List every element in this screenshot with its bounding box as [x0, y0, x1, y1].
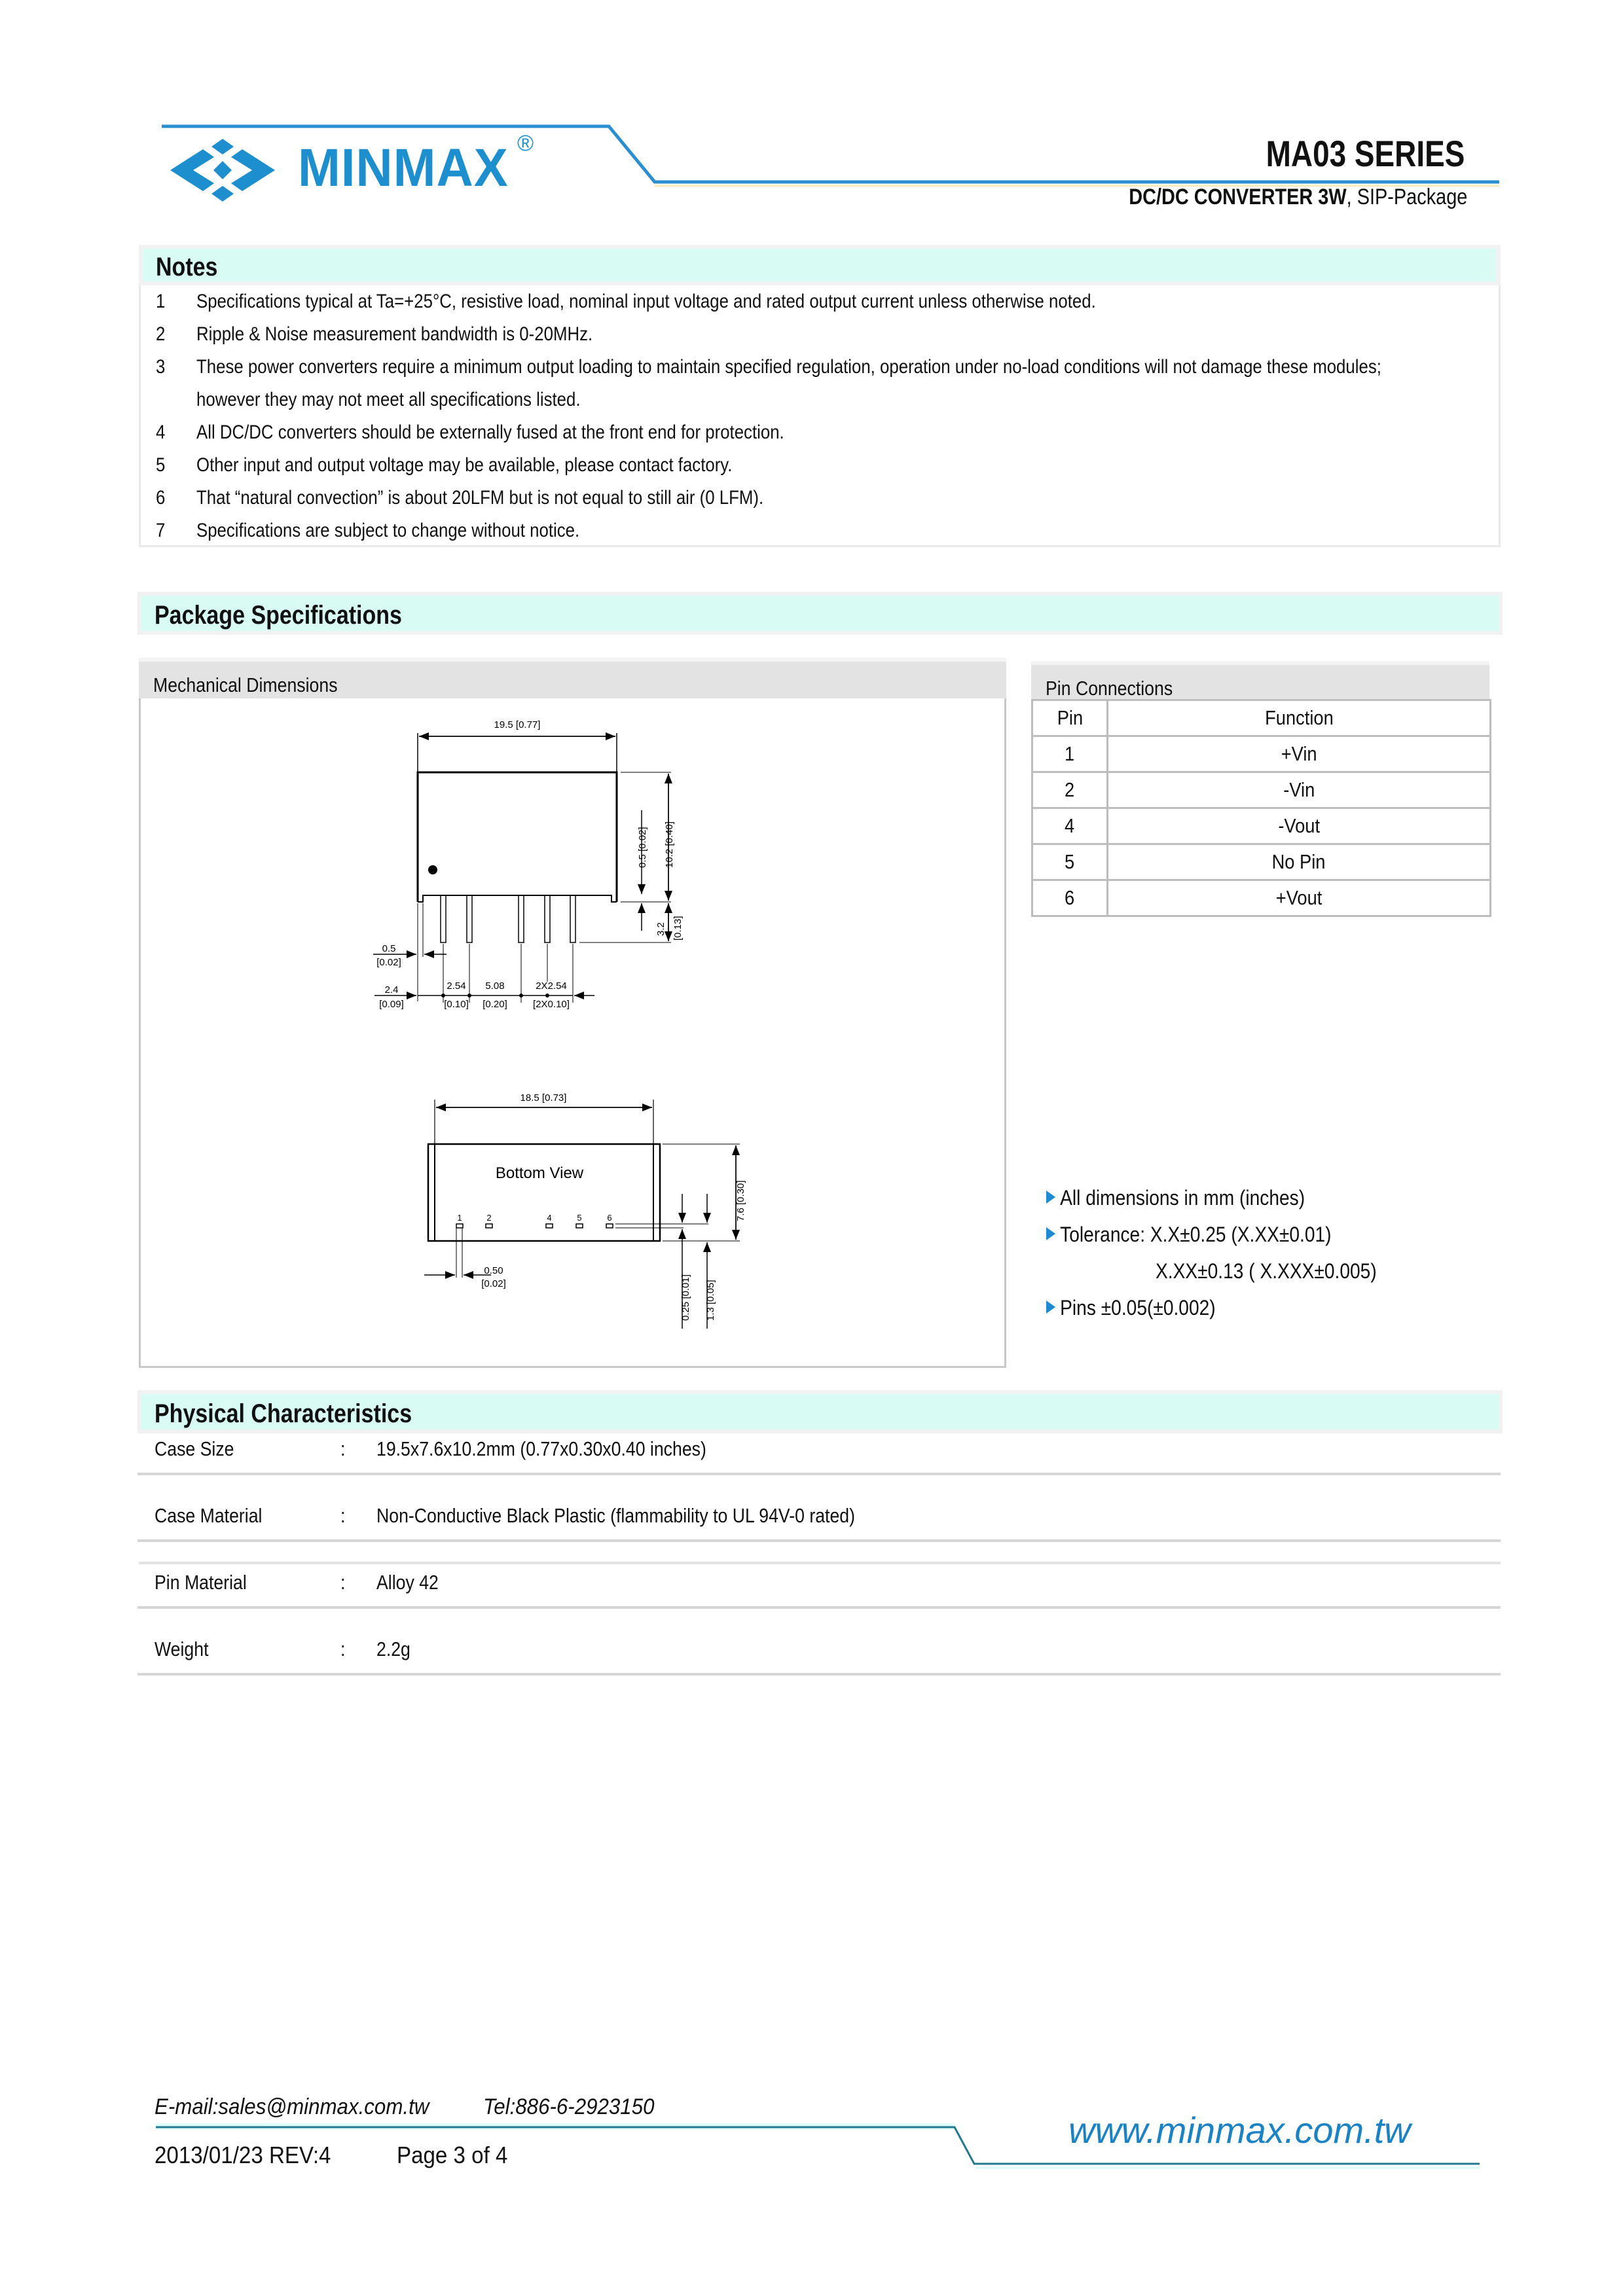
note-number: 4: [156, 422, 166, 443]
separator: :: [340, 1571, 346, 1594]
mechanical-title: Mechanical Dimensions: [153, 673, 338, 696]
note-item: These power converters require a minimum output loading to maintain specified regulation, operation under no-load conditions will not damage these modules;: [196, 356, 1381, 378]
dimension-note: Tolerance: X.X±0.25 (X.XX±0.01): [1046, 1223, 1332, 1247]
table-row: [1032, 844, 1491, 880]
package-section-header: [137, 592, 1503, 635]
pitch1-in: [0.10]: [444, 999, 469, 1010]
pin-function: +Vout: [1275, 886, 1322, 909]
separator: :: [340, 1504, 346, 1527]
pin-offset-label: 1.3 [0.05]: [705, 1280, 716, 1321]
bottom-pin-number: 2: [486, 1213, 492, 1223]
note-number: 7: [156, 520, 166, 541]
pin-column-header: Pin: [1057, 706, 1083, 729]
notes-section-header: [139, 245, 1501, 285]
physical-row-case-material: [137, 1500, 1501, 1542]
note-item: Specifications typical at Ta=+25°C, resistive load, nominal input voltage and rated output current unless otherwise noted.: [196, 291, 1096, 312]
physical-title: Physical Characteristics: [155, 1399, 412, 1428]
pin-function: +Vin: [1281, 742, 1317, 765]
pin-connections-header: [1031, 661, 1489, 700]
note-item: Ripple & Noise measurement bandwidth is 0-20MHz.: [196, 323, 593, 345]
table-row: [1032, 736, 1491, 772]
package-title: Package Specifications: [155, 601, 402, 630]
note-number: 1: [156, 291, 166, 312]
pin-connections-table: [1031, 699, 1491, 917]
bottom-pin-number: 4: [547, 1213, 552, 1223]
property-label: Case Material: [155, 1504, 263, 1527]
note-item: Specifications are subject to change without notice.: [196, 520, 580, 541]
depth-label: 7.6 [0.30]: [735, 1180, 746, 1221]
property-value: 2.2g: [376, 1638, 410, 1660]
triangle-bullet-icon: [1046, 1227, 1055, 1240]
pin-length-mm: 3.2: [655, 922, 666, 936]
subtitle-product-type: DC/DC CONVERTER 3W: [1128, 185, 1347, 209]
first-pin-in: [0.09]: [379, 999, 404, 1010]
bottom-view-drawing: [406, 1073, 773, 1348]
pitch3-in: [2X0.10]: [533, 999, 570, 1010]
footer-tel: Tel:886-6-2923150: [483, 2094, 655, 2119]
dimension-note: All dimensions in mm (inches): [1046, 1186, 1305, 1210]
function-column-header: Function: [1264, 706, 1334, 729]
height-label: 10.2 [0.40]: [664, 821, 675, 868]
standoff-label: 0.5 [0.02]: [637, 827, 648, 868]
note-item: Other input and output voltage may be available, please contact factory.: [196, 454, 733, 476]
pin-length-in: [0.13]: [672, 916, 684, 941]
pitch2-in: [0.20]: [483, 999, 507, 1010]
pin-number: 5: [1065, 850, 1075, 873]
minmax-logo-icon: [167, 137, 278, 203]
table-row: [1032, 772, 1491, 808]
bottom-pin-number: 5: [577, 1213, 582, 1223]
mechanical-panel-header: [139, 658, 1006, 698]
physical-row-pin-material: [137, 1567, 1501, 1609]
property-value: 19.5x7.6x10.2mm (0.77x0.30x0.40 inches): [376, 1437, 706, 1460]
pitch1-mm: 2.54: [447, 980, 466, 992]
bottom-pin-number: 6: [607, 1213, 612, 1223]
subtitle-package: , SIP-Package: [1346, 185, 1467, 209]
triangle-bullet-icon: [1046, 1191, 1055, 1204]
note-number: 6: [156, 487, 166, 509]
footer-page-number: Page 3 of 4: [397, 2142, 508, 2168]
triangle-bullet-icon: [1046, 1300, 1055, 1314]
property-label: Pin Material: [155, 1571, 247, 1594]
series-title: MA03 SERIES: [1266, 133, 1465, 174]
dimension-note: Pins ±0.05(±0.002): [1046, 1296, 1216, 1320]
edge-offset-mm: 0.5: [382, 943, 396, 954]
note-item: All DC/DC converters should be externally fused at the front end for protection.: [196, 422, 784, 443]
property-value: Non-Conductive Black Plastic (flammability to UL 94V-0 rated): [376, 1504, 855, 1527]
property-label: Weight: [155, 1638, 209, 1660]
physical-section-header: [137, 1390, 1503, 1433]
notes-title: Notes: [156, 253, 218, 281]
pin-width-in: [0.02]: [481, 1278, 506, 1289]
registered-mark: ®: [517, 131, 534, 156]
note-item-continuation: however they may not meet all specifications listed.: [196, 389, 581, 410]
pin-function: -Vout: [1278, 814, 1320, 837]
table-row: [1032, 808, 1491, 844]
property-value: Alloy 42: [376, 1571, 439, 1594]
pitch3-mm: 2X2.54: [536, 980, 567, 992]
pin-number: 1: [1065, 742, 1075, 765]
note-number: 5: [156, 454, 166, 476]
property-label: Case Size: [155, 1437, 234, 1460]
table-row: [1032, 880, 1491, 916]
physical-row-case-size: [137, 1433, 1501, 1475]
footer-website-link[interactable]: www.minmax.com.tw: [1068, 2109, 1411, 2151]
dimension-note-continuation: X.XX±0.13 ( X.XXX±0.005): [1156, 1259, 1377, 1283]
first-pin-mm: 2.4: [384, 984, 399, 996]
pin-function: No Pin: [1272, 850, 1326, 873]
separator: :: [340, 1437, 346, 1460]
divider: [139, 1562, 1501, 1564]
side-view-drawing: [367, 700, 792, 1041]
footer-email: E-mail:sales@minmax.com.tw: [155, 2094, 429, 2119]
bottom-view-label: Bottom View: [495, 1164, 584, 1182]
pin-number: 2: [1065, 778, 1075, 801]
brand-logo-text: MINMAX: [298, 138, 509, 198]
table-header-row: [1032, 700, 1491, 736]
bottom-width-label: 18.5 [0.73]: [520, 1092, 567, 1103]
bottom-pin-number: 1: [457, 1213, 462, 1223]
pin-connections-title: Pin Connections: [1046, 677, 1173, 700]
pin-function: -Vin: [1283, 778, 1315, 801]
pin-thickness-label: 0.25 [0.01]: [680, 1274, 691, 1321]
side-width-label: 19.5 [0.77]: [494, 719, 541, 730]
pin-number: 6: [1065, 886, 1075, 909]
pin-number: 4: [1065, 814, 1075, 837]
edge-offset-in: [0.02]: [376, 957, 401, 968]
physical-row-weight: [137, 1634, 1501, 1676]
pitch2-mm: 5.08: [485, 980, 505, 992]
note-item: That “natural convection” is about 20LFM but is not equal to still air (0 LFM).: [196, 487, 764, 509]
note-number: 2: [156, 323, 166, 345]
note-number: 3: [156, 356, 166, 378]
footer-date-revision: 2013/01/23 REV:4: [155, 2142, 331, 2168]
product-subtitle: [1129, 185, 1467, 210]
separator: :: [340, 1638, 346, 1660]
pin-width-mm: 0.50: [484, 1265, 503, 1276]
